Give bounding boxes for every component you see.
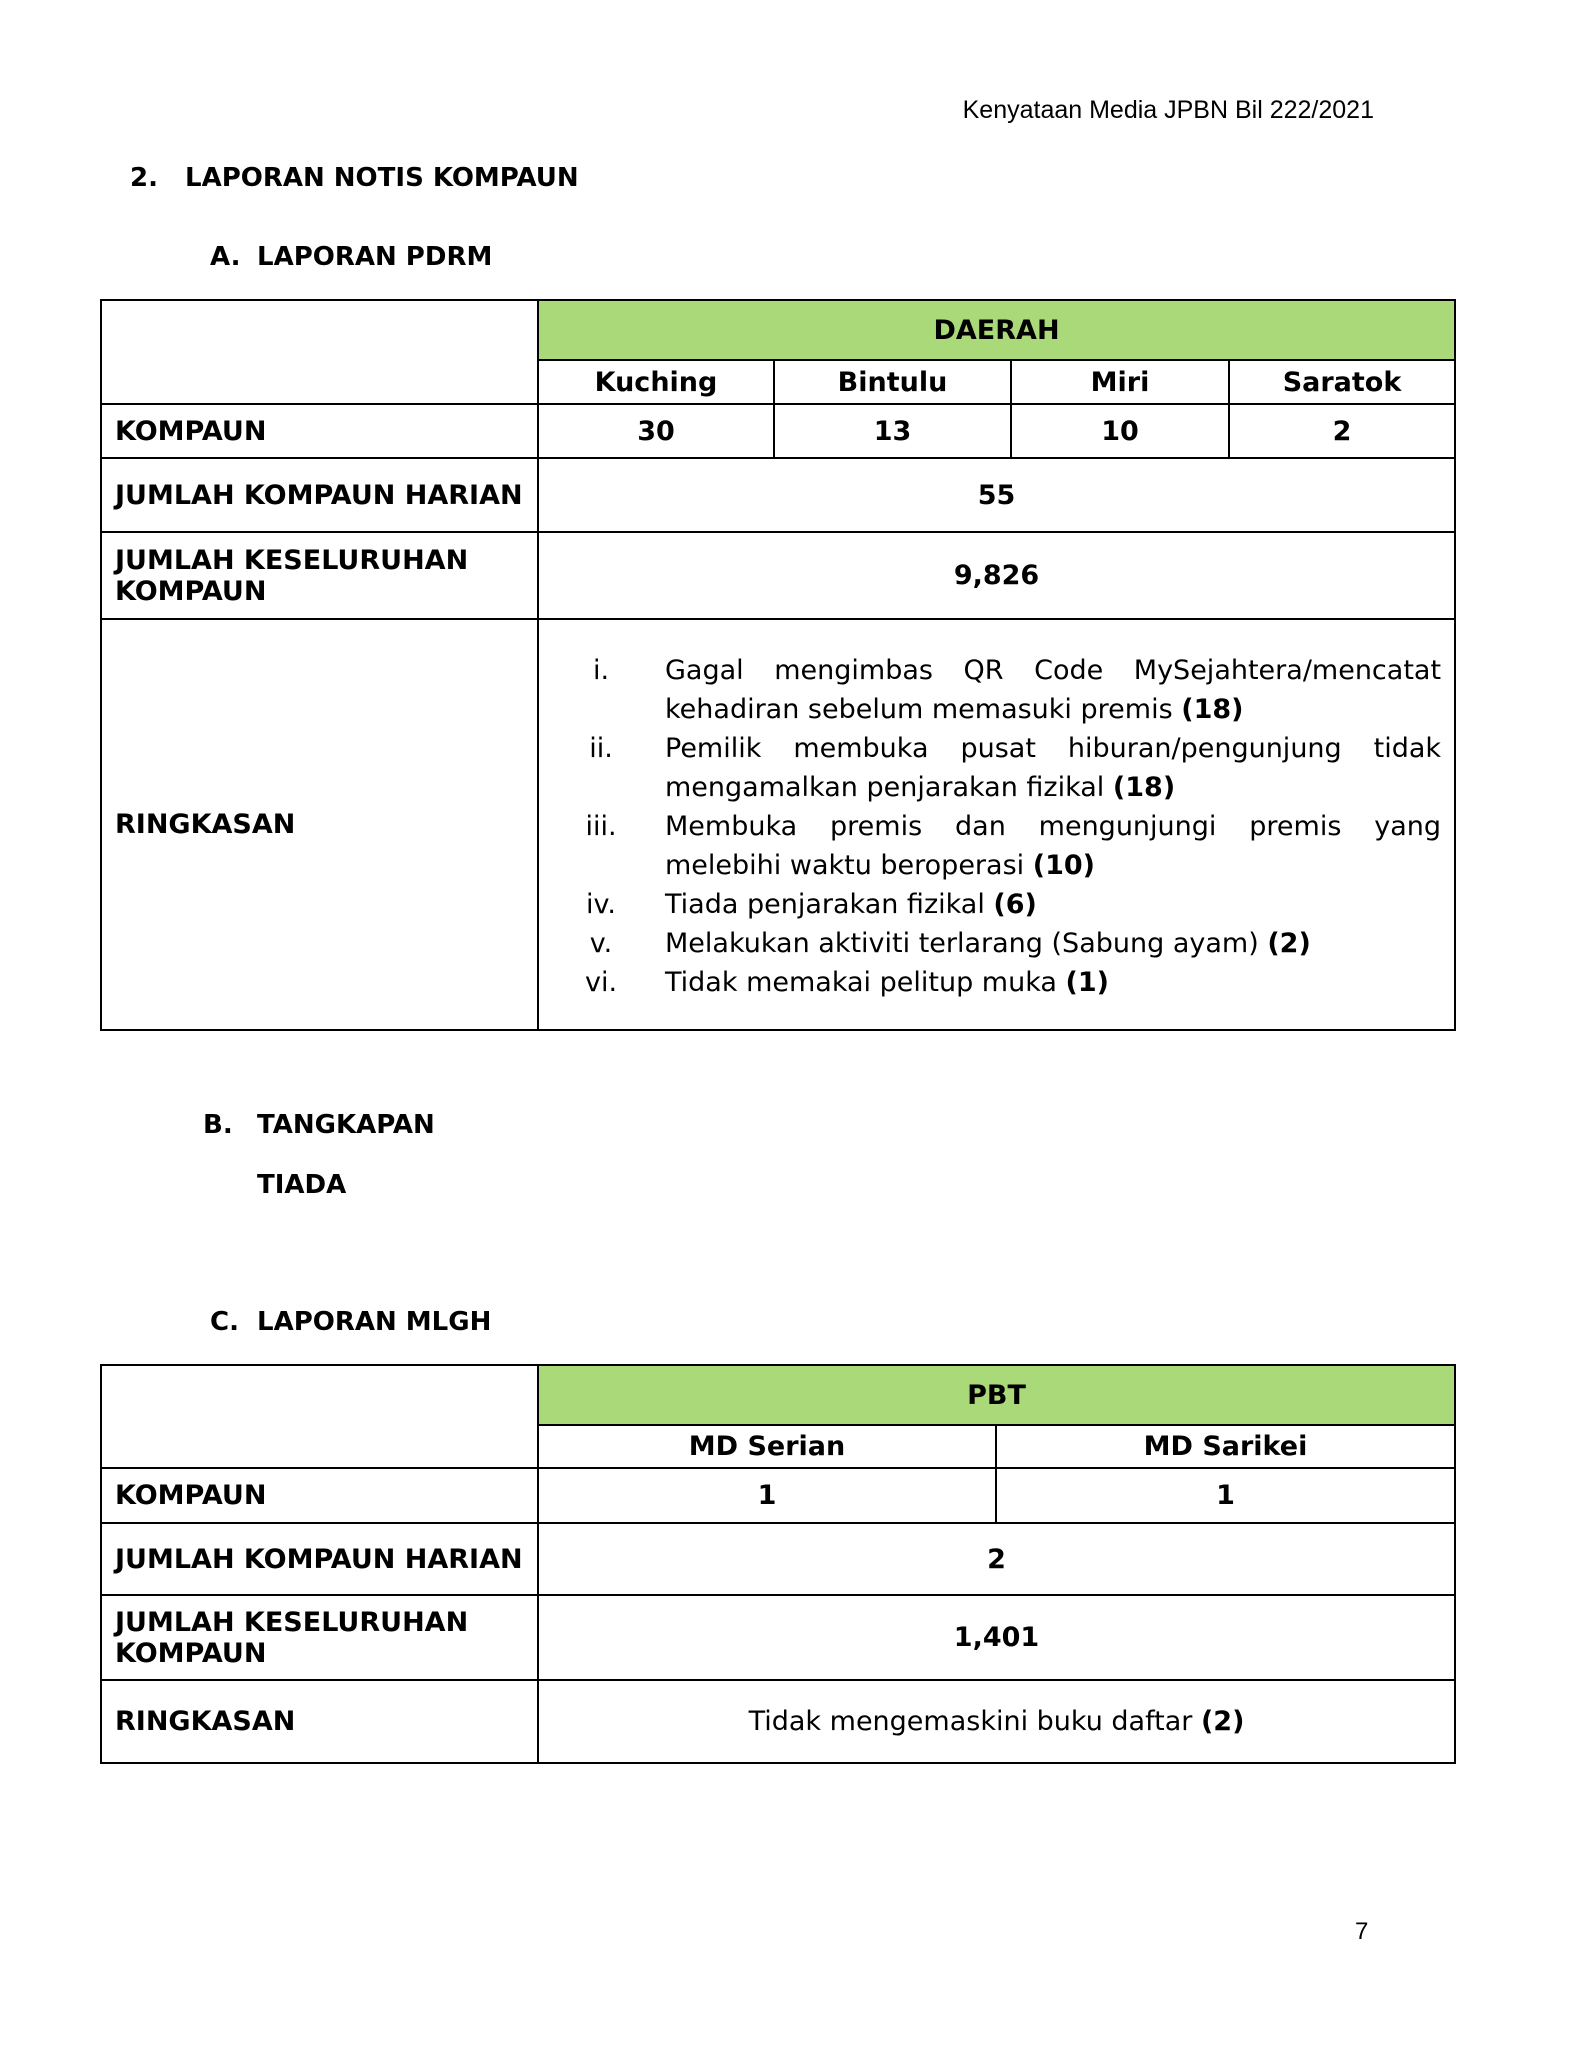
- item-count: (18): [1181, 694, 1244, 725]
- item-text: Membuka premis dan mengunjungi premis yang melebihi waktu beroperasi: [665, 811, 1442, 881]
- column-header: MD Serian: [538, 1425, 996, 1468]
- list-item: [567, 885, 1441, 924]
- item-text: Melakukan aktiviti terlarang (Sabung ayam): [665, 928, 1259, 959]
- label-line: KOMPAUN: [115, 575, 267, 607]
- column-header: Kuching: [538, 360, 774, 404]
- row-label-harian: JUMLAH KOMPAUN HARIAN: [101, 458, 538, 532]
- label-line: JUMLAH KESELURUHAN: [115, 544, 469, 576]
- ringkasan-text: [538, 1680, 1455, 1763]
- column-header: Saratok: [1229, 360, 1455, 404]
- row-label-ringkasan: RINGKASAN: [101, 1680, 538, 1763]
- column-header: Bintulu: [774, 360, 1011, 404]
- item-text: Pemilik membuka pusat hiburan/pengunjung tidak mengamalkan penjarakan fizikal: [665, 733, 1442, 803]
- label-line: JUMLAH KESELURUHAN: [115, 1606, 469, 1638]
- ringkasan-list: [538, 619, 1455, 1030]
- section-a-title: LAPORAN PDRM: [257, 242, 493, 272]
- row-label-keseluruhan: [101, 1595, 538, 1680]
- kompaun-value: 10: [1011, 404, 1229, 458]
- section-a-letter: A.: [210, 242, 241, 272]
- harian-value: 2: [538, 1523, 1455, 1595]
- harian-value: 55: [538, 458, 1455, 532]
- row-label-keseluruhan: [101, 532, 538, 619]
- daerah-header: DAERAH: [538, 300, 1455, 360]
- item-number: ii.: [589, 733, 613, 764]
- item-count: (2): [1267, 928, 1311, 959]
- pbt-header: PBT: [538, 1365, 1455, 1425]
- row-label-harian: JUMLAH KOMPAUN HARIAN: [101, 1523, 538, 1595]
- keseluruhan-value: 9,826: [538, 532, 1455, 619]
- section-b-value: TIADA: [257, 1170, 347, 1200]
- list-item: [567, 924, 1441, 963]
- list-item: [567, 807, 1441, 885]
- item-text: Tiada penjarakan fizikal: [665, 889, 985, 920]
- item-text: Tidak memakai pelitup muka: [665, 967, 1057, 998]
- kompaun-value: 1: [538, 1468, 996, 1523]
- kompaun-value: 30: [538, 404, 774, 458]
- item-number: vi.: [584, 967, 618, 998]
- item-number: iii.: [585, 811, 617, 842]
- list-item: [567, 729, 1441, 807]
- item-count: (18): [1112, 772, 1176, 803]
- section-b-title: TANGKAPAN: [257, 1110, 435, 1140]
- mlgh-table: [100, 1364, 1456, 1764]
- column-header: MD Sarikei: [996, 1425, 1455, 1468]
- section-b-letter: B.: [203, 1110, 233, 1140]
- item-number: iv.: [586, 889, 616, 920]
- item-count: (6): [993, 889, 1037, 920]
- media-statement-ref: Kenyataan Media JPBN Bil 222/2021: [962, 96, 1374, 124]
- pdrm-table: [100, 299, 1456, 1031]
- kompaun-value: 1: [996, 1468, 1455, 1523]
- keseluruhan-value: 1,401: [538, 1595, 1455, 1680]
- row-label-ringkasan: RINGKASAN: [101, 619, 538, 1030]
- table-corner-cell: [101, 300, 538, 404]
- section-c-title: LAPORAN MLGH: [257, 1307, 492, 1337]
- item-count: (10): [1032, 850, 1096, 881]
- kompaun-value: 2: [1229, 404, 1455, 458]
- item-number: v.: [589, 928, 613, 959]
- item-text: Gagal mengimbas QR Code MySejahtera/mencatat kehadiran sebelum memasuki premis: [665, 655, 1442, 725]
- summary-text: Tidak mengemaskini buku daftar: [748, 1706, 1193, 1737]
- kompaun-value: 13: [774, 404, 1011, 458]
- list-item: [567, 963, 1441, 1002]
- section-number: 2.: [130, 163, 158, 193]
- row-label-kompaun: KOMPAUN: [101, 404, 538, 458]
- page-number: 7: [1355, 1918, 1369, 1945]
- item-number: i.: [592, 655, 610, 686]
- section-c-letter: C.: [210, 1307, 239, 1337]
- label-line: KOMPAUN: [115, 1637, 267, 1669]
- column-header: Miri: [1011, 360, 1229, 404]
- section-title: LAPORAN NOTIS KOMPAUN: [185, 163, 579, 193]
- table-corner-cell: [101, 1365, 538, 1468]
- list-item: [567, 651, 1441, 729]
- row-label-kompaun: KOMPAUN: [101, 1468, 538, 1523]
- summary-count: (2): [1200, 1706, 1245, 1737]
- item-count: (1): [1065, 967, 1109, 998]
